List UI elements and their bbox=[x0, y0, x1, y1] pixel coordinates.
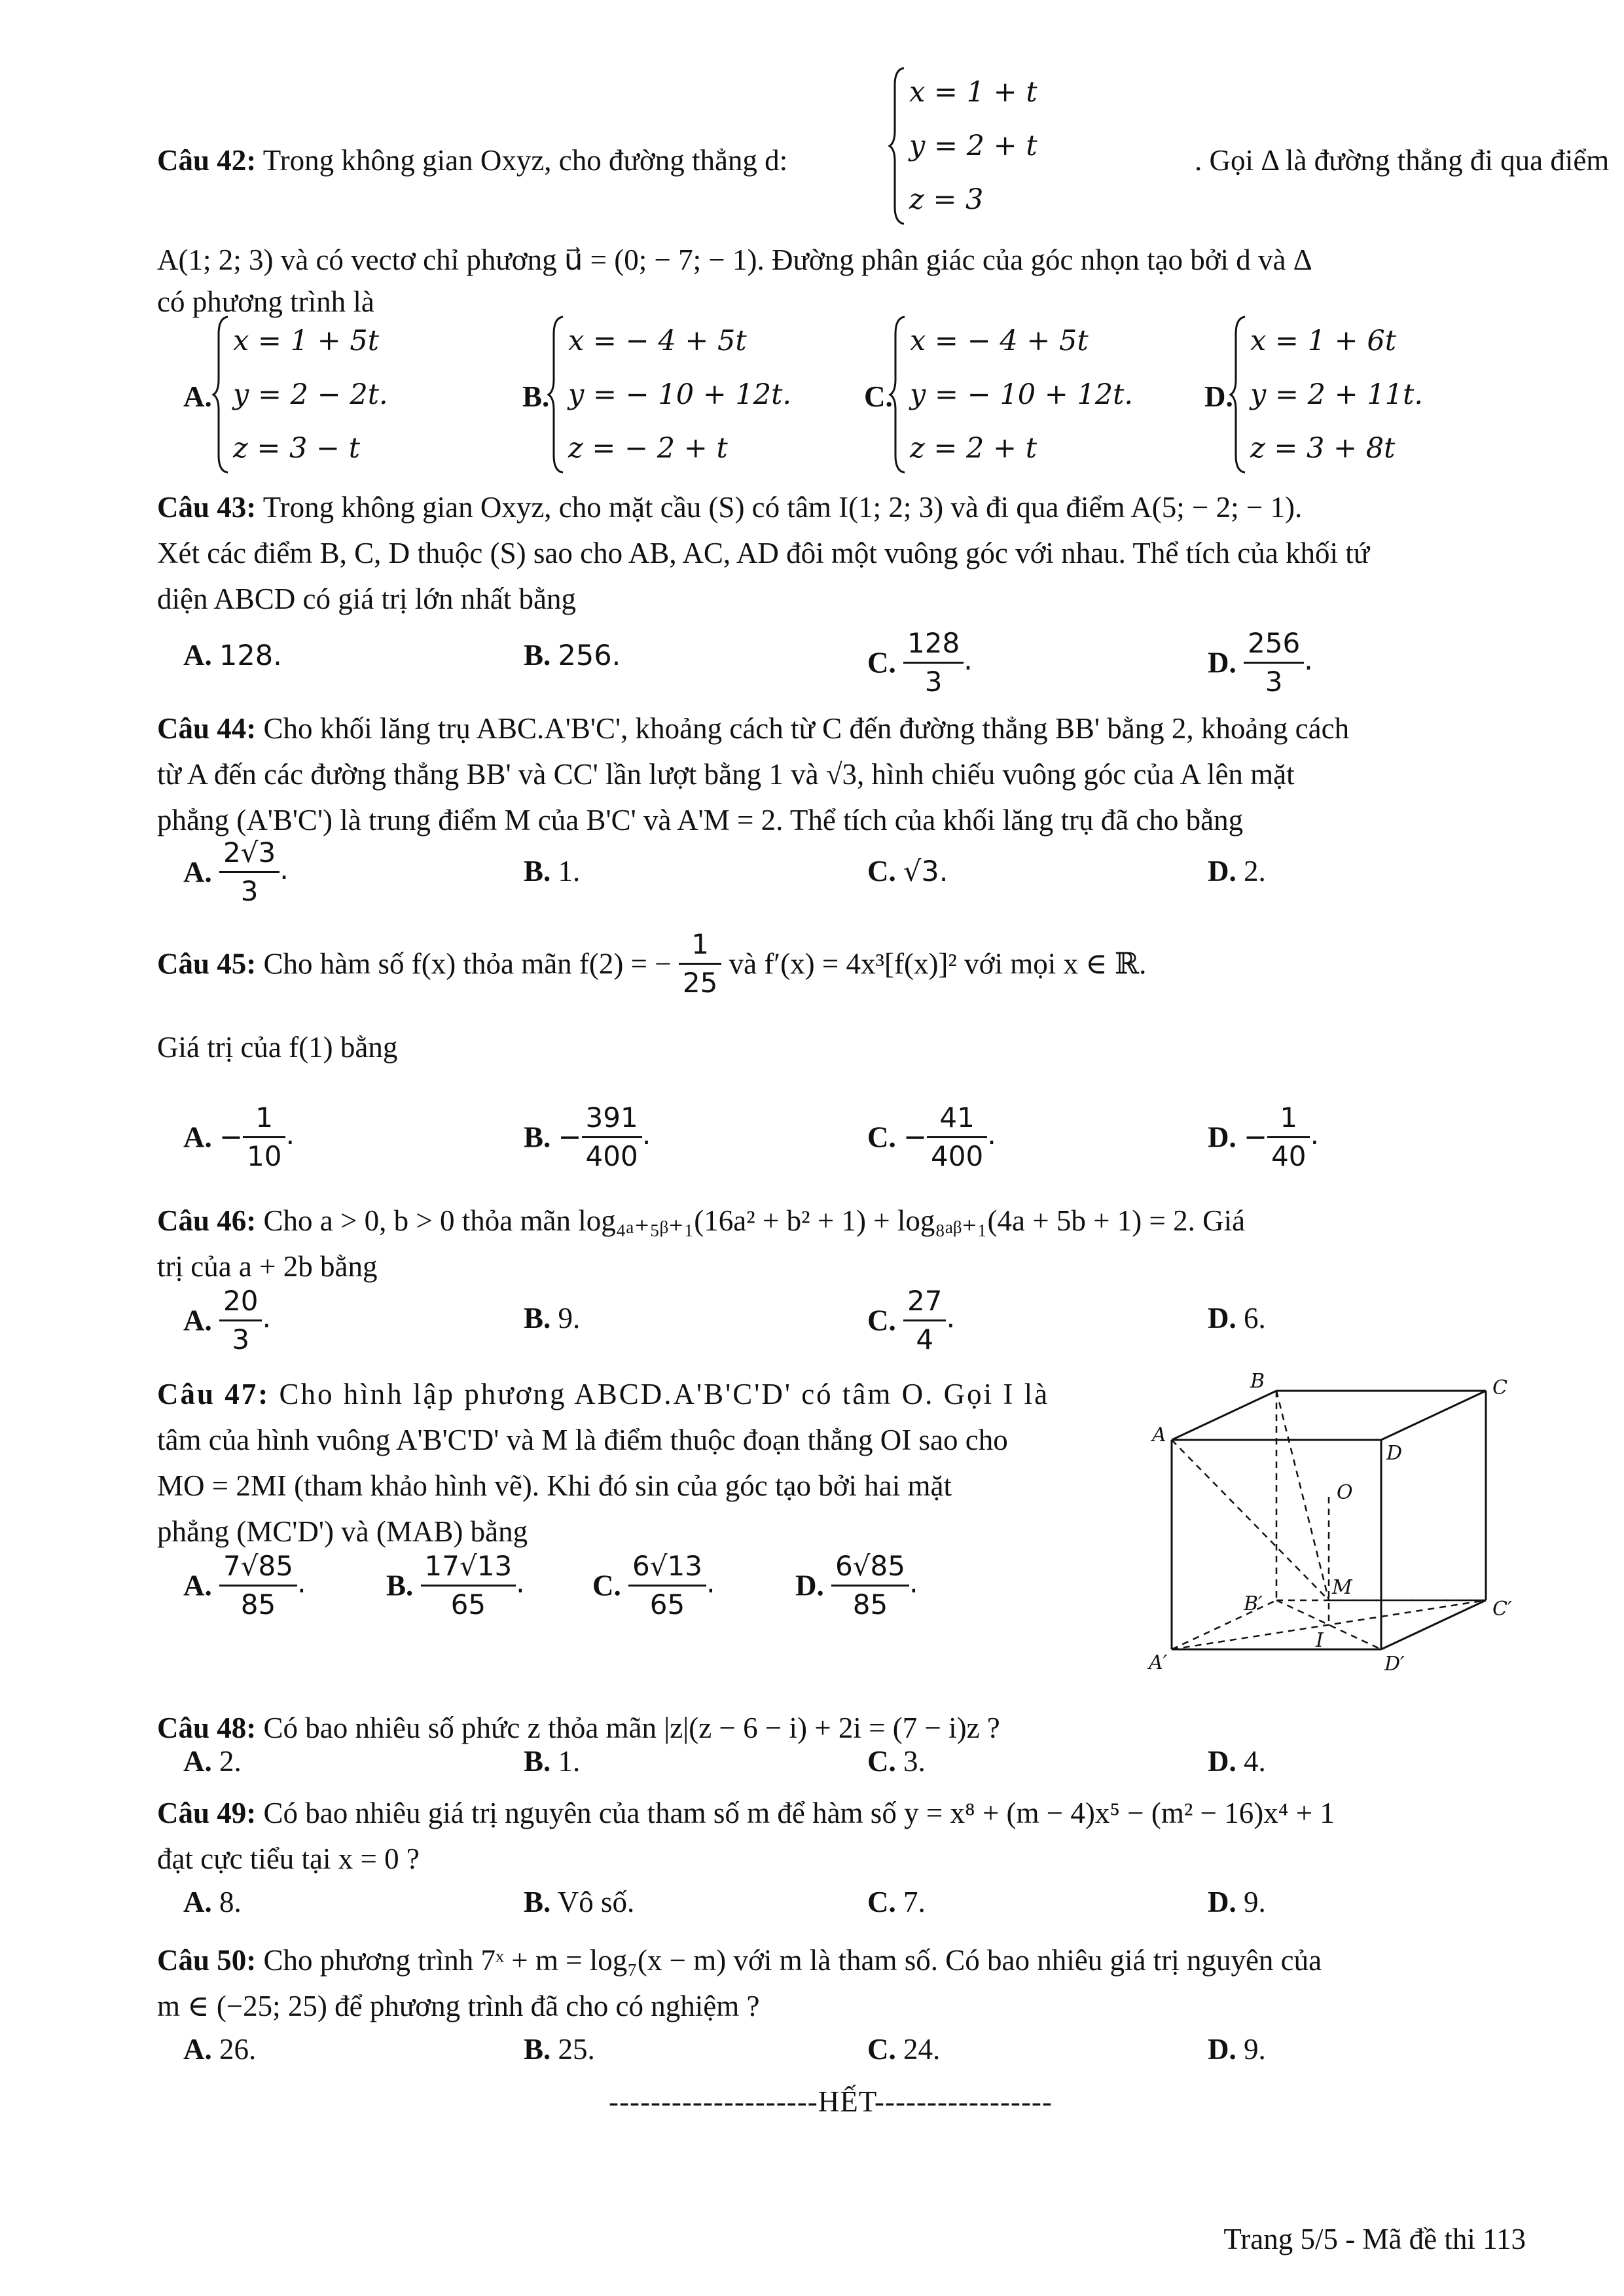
option-c[interactable]: C. √3. bbox=[867, 855, 948, 888]
question-49: Câu 49: Có bao nhiêu giá trị nguyên của tham số m để hàm số y = x⁸ + (m − 4)x⁵ − (m² − 16)x⁴ + 1 đạt cực tiểu tại x = 0 ? bbox=[157, 1797, 1335, 1875]
option-b[interactable]: B. 25. bbox=[524, 2033, 595, 2066]
svg-text:B′: B′ bbox=[1244, 1592, 1263, 1615]
cube-figure bbox=[1146, 1368, 1551, 1721]
option-a[interactable]: A. 26. bbox=[183, 2033, 257, 2066]
option-d[interactable]: D. 2. bbox=[1208, 855, 1266, 888]
question-44: Câu 44: Cho khối lăng trụ ABC.A'B'C', khoảng cách từ C đến đường thẳng BB' bằng 2, khoảng cách từ A đến các đường thẳng BB' và CC' lần lượt bằng 1 và √3, hình chiếu vuông góc của A lên mặt phẳng (A'B'C') là trung điểm M của B'C' và A'M = 2. Thể tích của khối lăng trụ đã cho bằng bbox=[157, 712, 1350, 836]
q45-options bbox=[183, 1100, 1558, 1185]
option-b[interactable]: B. 9. bbox=[524, 1302, 581, 1335]
q50-options bbox=[183, 2032, 1558, 2085]
option-c[interactable]: C. 24. bbox=[867, 2033, 941, 2066]
option-a[interactable]: A. 128. bbox=[183, 639, 282, 672]
option-c[interactable]: C. 3. bbox=[867, 1745, 926, 1778]
option-c[interactable]: C. $\frac{6√13}{65}$ . bbox=[592, 1548, 715, 1623]
option-d[interactable]: D. 6. bbox=[1208, 1302, 1266, 1335]
question-47: Câu 47: Cho hình lập phương ABCD.A'B'C'D' có tâm O. Gọi I là tâm của hình vuông A'B'C'D' và M là điểm thuộc đoạn thẳng OI sao cho MO = 2MI (tham khảo hình vẽ). Khi đó sin của góc tạo bởi hai mặt phẳng (MC'D') và (MAB) bằng bbox=[157, 1378, 1050, 1548]
question-label: Câu 42: bbox=[157, 144, 257, 177]
q42-options: A. x = 1 + 5t y = 2 − 2t. z = 3 − t B. x = − 4 + 5t y = − 10 + 12t. z = − 2 + t C. x = − 4 + 5t y = − 10 + 12t. z = 2 + t D. x = 1 + 6t y = 2 + 11t. z = 3 + 8t bbox=[183, 314, 1558, 478]
option-a[interactable]: A. 2. bbox=[183, 1745, 242, 1778]
svg-text:A′: A′ bbox=[1149, 1651, 1168, 1674]
question-text: Trong không gian Oxyz, cho đường thẳng d: bbox=[262, 144, 788, 177]
svg-text:B: B bbox=[1250, 1370, 1265, 1393]
option-c[interactable]: C. $\frac{128}{3}$ . bbox=[867, 625, 973, 700]
q46-options bbox=[183, 1283, 1558, 1368]
question-48: Câu 48: Có bao nhiêu số phức z thỏa mãn |z|(z − 6 − i) + 2i = (7 − i)z ? bbox=[157, 1712, 1000, 1744]
question-text-line: A(1; 2; 3) và có vectơ chỉ phương u⃗ = (0; − 7; − 1). Đường phân giác của góc nhọn tạo bởi d và Δ bbox=[157, 243, 1312, 276]
q43-options bbox=[183, 625, 1558, 704]
question-43: Câu 43: Trong không gian Oxyz, cho mặt cầu (S) có tâm I(1; 2; 3) và đi qua điểm A(5; − 2; − 1). Xét các điểm B, C, D thuộc (S) sao cho AB, AC, AD đôi một vuông góc với nhau. Thể tích của khối tứ diện ABCD có giá trị lớn nhất bằng bbox=[157, 491, 1370, 615]
option-a[interactable]: A. $\frac{20}{3}$ . bbox=[183, 1283, 271, 1358]
option-c[interactable]: C. − $\frac{41}{400}$ . bbox=[867, 1100, 996, 1175]
svg-text:C′: C′ bbox=[1492, 1598, 1512, 1621]
option-d[interactable]: D. 9. bbox=[1208, 2033, 1266, 2066]
q49-options bbox=[183, 1885, 1558, 1937]
svg-text:O: O bbox=[1337, 1481, 1353, 1504]
question-text-line: có phương trình là bbox=[157, 285, 374, 318]
option-a[interactable]: A. $\frac{7√85}{85}$ . bbox=[183, 1548, 306, 1623]
q47-options bbox=[183, 1548, 1165, 1633]
option-d[interactable]: D. $\frac{256}{3}$ . bbox=[1208, 625, 1313, 700]
option-d[interactable]: D. 9. bbox=[1208, 1886, 1266, 1918]
option-b[interactable]: B. 256. bbox=[524, 639, 621, 672]
svg-text:I: I bbox=[1316, 1629, 1324, 1652]
option-b[interactable]: B. $\frac{17√13}{65}$ . bbox=[386, 1548, 525, 1623]
svg-text:C: C bbox=[1492, 1376, 1507, 1399]
question-46: Câu 46: Cho a > 0, b > 0 thỏa mãn log₄ₐ₊₅ᵦ₊₁(16a² + b² + 1) + log₈ₐᵦ₊₁(4a + 5b + 1) = 2. Giá trị của a + 2b bằng bbox=[157, 1204, 1246, 1283]
option-a[interactable]: A. $\frac{2√3}{3}$ . bbox=[183, 834, 289, 910]
option-d[interactable]: D. − $\frac{1}{40}$ . bbox=[1208, 1100, 1319, 1175]
question-50: Câu 50: Cho phương trình 7ˣ + m = log₇(x − m) với m là tham số. Có bao nhiêu giá trị nguyên của m ∈ (−25; 25) để phương trình đã cho có nghiệm ? bbox=[157, 1944, 1322, 2022]
page-footer: Trang 5/5 - Mã đề thi 113 bbox=[1223, 2223, 1526, 2255]
question-45: Câu 45: Cho hàm số f(x) thỏa mãn f(2) = − $\frac{1}{25}$ và f′(x) = 4x³[f(x)]² với mọi x ∈ ℝ. Giá trị của f(1) bằng bbox=[157, 926, 1532, 1018]
exam-page: Câu 42: Trong không gian Oxyz, cho đường thẳng d: x = 1 + t y = 2 + t z = 3 . Gọi Δ là đường thẳng đi qua điểm A(1; 2; 3) và có vectơ chỉ phương u⃗ = (0; − 7; − 1). Đường phân giác của góc nhọn tạo bởi d và Δ có phương trình là A. x = 1 + 5t y = 2 − 2t. z = 3 − t B. x = − 4 + 5t y = − 10 + 12t. z = − 2 + t C. x = − 4 + 5t y = − 10 + 12t. z = 2 + t D. x = 1 + 6t y = 2 + 11t. z = 3 + 8t Câu 43: Trong không gian Oxyz, cho mặt cầu (S) có tâm I(1; 2; 3) và đi qua điểm A(5; − 2; − 1). Xét các điểm B, C, D thuộc (S) sao cho AB, AC, AD đôi một vuông góc với nhau. Thể tích của khối tứ diện ABCD có giá trị lớn nhất bằng A. 128. B. 256. C. $\frac{128}{3}$ . D. $\frac{256}{3}$ . Câu 44: Cho khối lăng trụ ABC.A'B'C', khoảng cách từ C đến đường thẳng BB' bằng 2, khoảng cách từ A đến các đường thẳng BB' và CC' lần lượt bằng 1 và √3, hình chiếu vuông góc của A lên mặt phẳng (A'B'C') là trung điểm M của B'C' và A'M = 2. Thể tích của khối lăng trụ đã cho bằng A. $\frac{2√3}{3}$ . B. 1. C. √3. D. 2. Câu 45: Cho hàm số f(x) thỏa mãn f(2) = − $\frac{1}{25}$ và f′(x) = 4x³[f(x)]² với mọi x ∈ ℝ. Giá trị của f(1) bằng A. − $\frac{1}{10}$ . B. − $\frac{391}{400}$ . C. − $\frac{41}{400}$ . D. − $\frac{1}{40}$ . Câu 46: Cho a > 0, b > 0 thỏa mãn log₄ₐ₊₅ᵦ₊₁(16a² + b² + 1) + log₈ₐᵦ₊₁(4a + 5b + 1) = 2. Giá trị của a + 2b bằng A. $\frac{20}{3}$ . B. 9. C. $\frac{27}{4}$ . D. 6. Câu 47: Cho hình lập phương ABCD.A'B'C'D' có tâm O. Gọi I là tâm của hình vuông A'B'C'D' và M là điểm thuộc đoạn thẳng OI sao cho MO = 2MI (tham khảo hình vẽ). Khi đó sin của góc tạo bởi hai mặt phẳng (MC'D') và (MAB) bằng A. $\frac{7√85}{85}$ . B. $\frac{17√13}{65}$ . C. $\frac{6√13}{65}$ . D. $\frac{6√85}{85}$ . B C A D O M B′ C′ A′ D′ I Câu 48: Có bao nhiêu số phức z thỏa mãn |z|(z − 6 − i) + 2i = (7 − i)z ? A. 2. B. 1. C. 3. D. 4. Câu 49: Có bao nhiêu giá trị nguyên của tham số m để hàm số y = x⁸ + (m − 4)x⁵ − (m² − 16)x⁴ + 1 đạt cực tiểu tại x = 0 ? A. 8. B. Vô số. C. 7. D. 9. Câu 50: Cho phương trình 7ˣ + m = log₇(x − m) với m là tham số. Có bao nhiêu giá trị nguyên của m ∈ (−25; 25) để phương trình đã cho có nghiệm ? A. 26. B. 25. C. 24. D. 9. --------------------HẾT----------------- Trang 5/5 - Mã đề thi 113 bbox=[0, 0, 1624, 2296]
q44-options bbox=[183, 834, 1558, 920]
option-b[interactable]: B. 1. bbox=[524, 1745, 581, 1778]
svg-text:A: A bbox=[1152, 1424, 1166, 1446]
line-d-system: x = 1 + t y = 2 + t z = 3 bbox=[887, 65, 1038, 226]
svg-text:D′: D′ bbox=[1384, 1653, 1405, 1676]
option-c[interactable]: C. 7. bbox=[867, 1886, 926, 1918]
option-a[interactable]: A. 8. bbox=[183, 1886, 242, 1918]
end-marker: --------------------HẾT----------------- bbox=[609, 2085, 1053, 2118]
option-d[interactable]: D. $\frac{6√85}{85}$ . bbox=[795, 1548, 918, 1623]
option-b[interactable]: B. 1. bbox=[524, 855, 581, 888]
option-d[interactable]: D. 4. bbox=[1208, 1745, 1266, 1778]
option-b[interactable]: B. Vô số. bbox=[524, 1886, 635, 1918]
svg-text:M: M bbox=[1332, 1576, 1352, 1599]
svg-text:D: D bbox=[1386, 1442, 1403, 1465]
option-a[interactable]: A. − $\frac{1}{10}$ . bbox=[183, 1100, 295, 1175]
option-c[interactable]: C. $\frac{27}{4}$ . bbox=[867, 1283, 955, 1358]
option-b[interactable]: B. − $\frac{391}{400}$ . bbox=[524, 1100, 651, 1175]
q48-options bbox=[183, 1744, 1558, 1797]
